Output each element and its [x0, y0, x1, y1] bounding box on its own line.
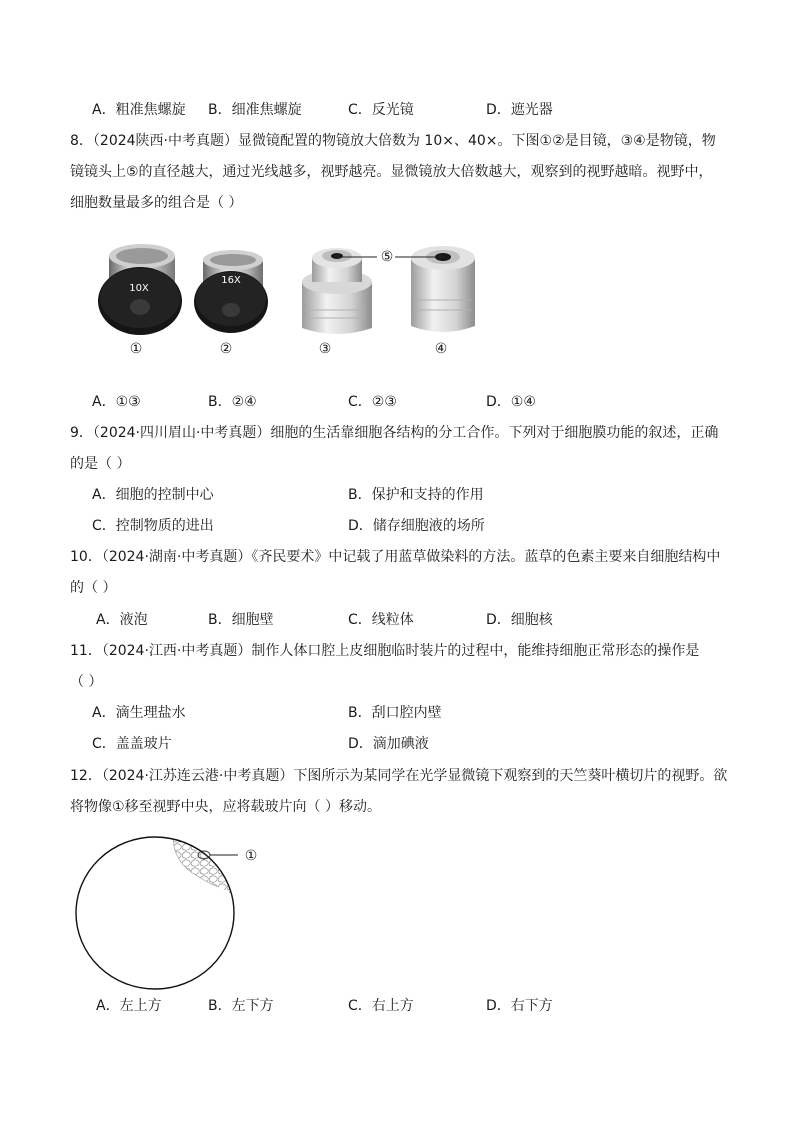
q10-option-b: B．细胞壁 [208, 612, 274, 628]
q11-stem-line-1: 11．（2024·江西·中考真题）制作人体口腔上皮细胞临时装片的过程中，能维持细胞正常形态的操作是 [70, 643, 700, 659]
q11-option-d: D．滴加碘液 [348, 736, 429, 752]
q9-option-d: D．储存细胞液的场所 [348, 518, 485, 534]
objective-lens-4-figure [405, 238, 481, 338]
callout-label-5: ⑤ [380, 249, 394, 265]
q10-option-a: A．液泡 [96, 612, 148, 628]
q11-option-b: B．刮口腔内壁 [348, 705, 442, 721]
q11-option-a: A．滴生理盐水 [92, 705, 186, 721]
q10-option-c: C．线粒体 [348, 612, 414, 628]
q9-stem-line-1: 9．（2024·四川眉山·中考真题）细胞的生活靠细胞各结构的分工合作。下列对于细胞膜功能的叙述，正确 [70, 425, 719, 441]
figure-caption-2: ② [219, 341, 233, 357]
q10-stem-line-1: 10．（2024·湖南·中考真题）《齐民要术》中记载了用蓝草做染料的方法。蓝草的色素主要来自细胞结构中 [70, 549, 721, 565]
q10-stem-line-2: 的（ ） [70, 580, 117, 596]
eyepiece-16x-figure [193, 248, 271, 338]
q7-option-a: A．粗准焦螺旋 [92, 102, 186, 118]
q8-stem-line-3: 细胞数量最多的组合是（ ） [70, 195, 243, 211]
objective-lens-3-figure [296, 236, 378, 338]
eyepiece-1-magnification: 10X [129, 283, 149, 294]
q12-stem-line-2: 将物像①移至视野中央，应将载玻片向（ ）移动。 [70, 799, 381, 815]
eyepiece-2-magnification: 16X [221, 275, 241, 286]
q11-stem-line-2: （ ） [70, 674, 103, 690]
figure-caption-4: ④ [434, 341, 448, 357]
q12-option-a: A．左上方 [96, 998, 162, 1014]
q8-option-d: D．①④ [486, 394, 536, 410]
q7-option-d: D．遮光器 [486, 102, 553, 118]
figure-caption-3: ③ [318, 341, 332, 357]
field-callout-1: ① [244, 848, 258, 864]
q9-option-b: B．保护和支持的作用 [348, 487, 484, 503]
q12-option-d: D．右下方 [486, 998, 553, 1014]
q10-option-d: D．细胞核 [486, 612, 553, 628]
q12-option-b: B．左下方 [208, 998, 274, 1014]
q8-option-b: B．②④ [208, 394, 257, 410]
figure-caption-1: ① [129, 341, 143, 357]
q9-stem-line-2: 的是（ ） [70, 456, 131, 472]
q12-stem-line-1: 12．（2024·江苏连云港·中考真题）下图所示为某同学在光学显微镜下观察到的天竺葵叶横切片的视野。欲 [70, 768, 728, 784]
q12-option-c: C．右上方 [348, 998, 414, 1014]
field-of-view-figure [74, 835, 244, 991]
q11-option-c: C．盖盖玻片 [92, 736, 172, 752]
q9-option-a: A．细胞的控制中心 [92, 487, 214, 503]
q8-stem-line-2: 镜镜头上⑤的直径越大，通过光线越多，视野越亮。显微镜放大倍数越大，观察到的视野越暗。视野中， [70, 164, 713, 180]
q8-option-c: C．②③ [348, 394, 397, 410]
q7-option-c: C．反光镜 [348, 102, 414, 118]
q7-option-b: B．细准焦螺旋 [208, 102, 302, 118]
q8-option-a: A．①③ [92, 394, 141, 410]
q9-option-c: C．控制物质的进出 [92, 518, 214, 534]
q8-stem-line-1: 8．（2024陕西·中考真题）显微镜配置的物镜放大倍数为 10×、40×。下图①②是目镜，③④是物镜，物 [70, 133, 716, 149]
